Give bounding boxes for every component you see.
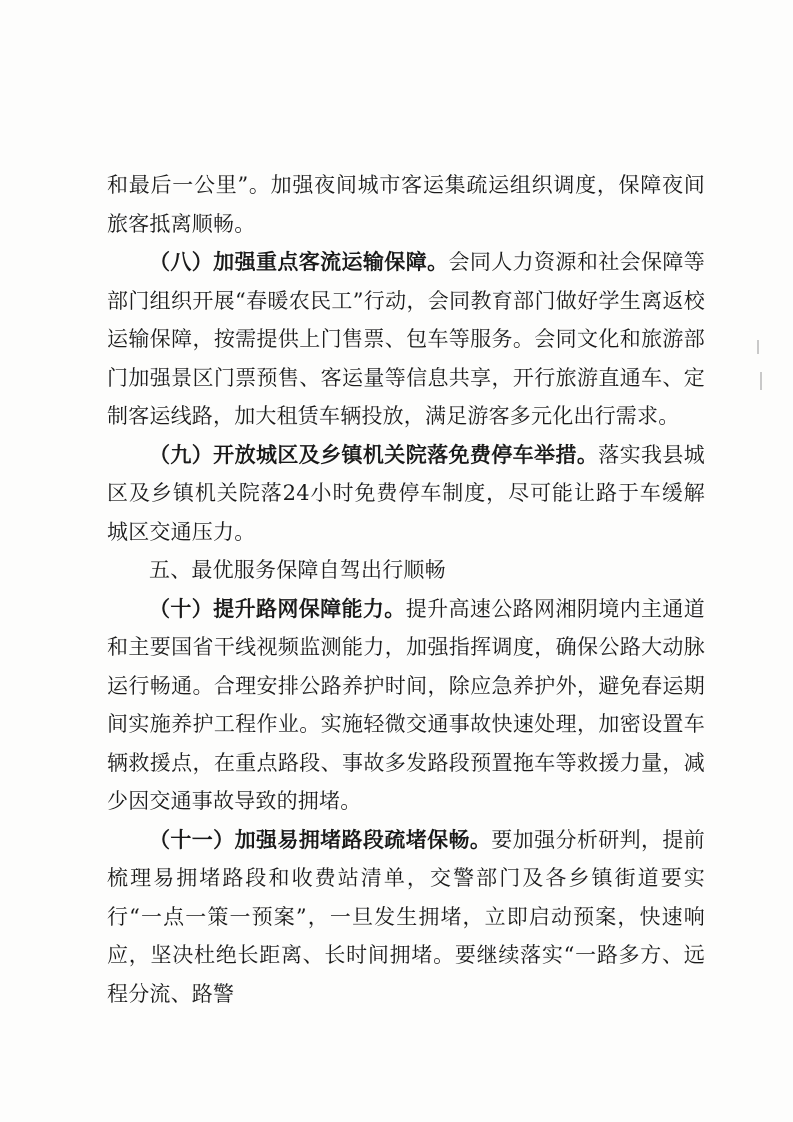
document-body xyxy=(107,166,705,1013)
paragraph-continuation xyxy=(107,166,705,243)
paragraph-text: 落实我县城区及乡镇机关院落24小时免费停车制度，尽可能让路于车缓解城区交通压力。 xyxy=(107,442,706,544)
paragraph-lead: （九）开放城区及乡镇机关院落免费停车举措。 xyxy=(149,441,599,467)
paragraph-text: 要加强分析研判，提前梳理易拥堵路段和收费站清单，交警部门及各乡镇街道要实行“一点一策一预案”，一旦发生拥堵，立即启动预案，快速响应，坚决杜绝长距离、长时间拥堵。要继续落实“一路多方、远程分流、路警 xyxy=(107,827,706,1006)
scan-mark xyxy=(757,340,759,354)
paragraph-section-10 xyxy=(107,590,705,821)
paragraph-lead: （八）加强重点客流运输保障。 xyxy=(149,249,449,274)
scan-mark xyxy=(760,372,762,390)
paragraph-lead: （十一）加强易拥堵路段疏堵保畅。 xyxy=(149,826,492,852)
paragraph-section-11 xyxy=(107,821,705,1014)
paragraph-section-8 xyxy=(107,243,705,436)
paragraph-section-9 xyxy=(107,436,705,552)
paragraph-text: 和最后一公里”。加强夜间城市客运集疏运组织调度，保障夜间旅客抵离顺畅。 xyxy=(107,173,705,236)
paragraph-lead: （十）提升路网保障能力。 xyxy=(149,595,406,621)
section-heading: 五、最优服务保障自驾出行顺畅 xyxy=(149,558,446,582)
paragraph-text: 提升高速公路网湘阴境内主通道和主要国省干线视频监测能力，加强指挥调度，确保公路大动脉运行畅通。合理安排公路养护时间，除应急养护外，避免春运期间实施养护工程作业。实施轻微交通事故快速处理，加密设置车辆救援点，在重点路段、事故多发路段预置拖车等救援力量，减少因交通事故导致的拥堵。 xyxy=(107,596,705,813)
paragraph-text: 会同人力资源和社会保障等部门组织开展“春暖农民工”行动，会同教育部门做好学生离返校运输保障，按需提供上门售票、包车等服务。会同文化和旅游部门加强景区门票预售、客运量等信息共享，开行旅游直通车、定制客运线路，加大租赁车辆投放，满足游客多元化出行需求。 xyxy=(107,250,705,428)
